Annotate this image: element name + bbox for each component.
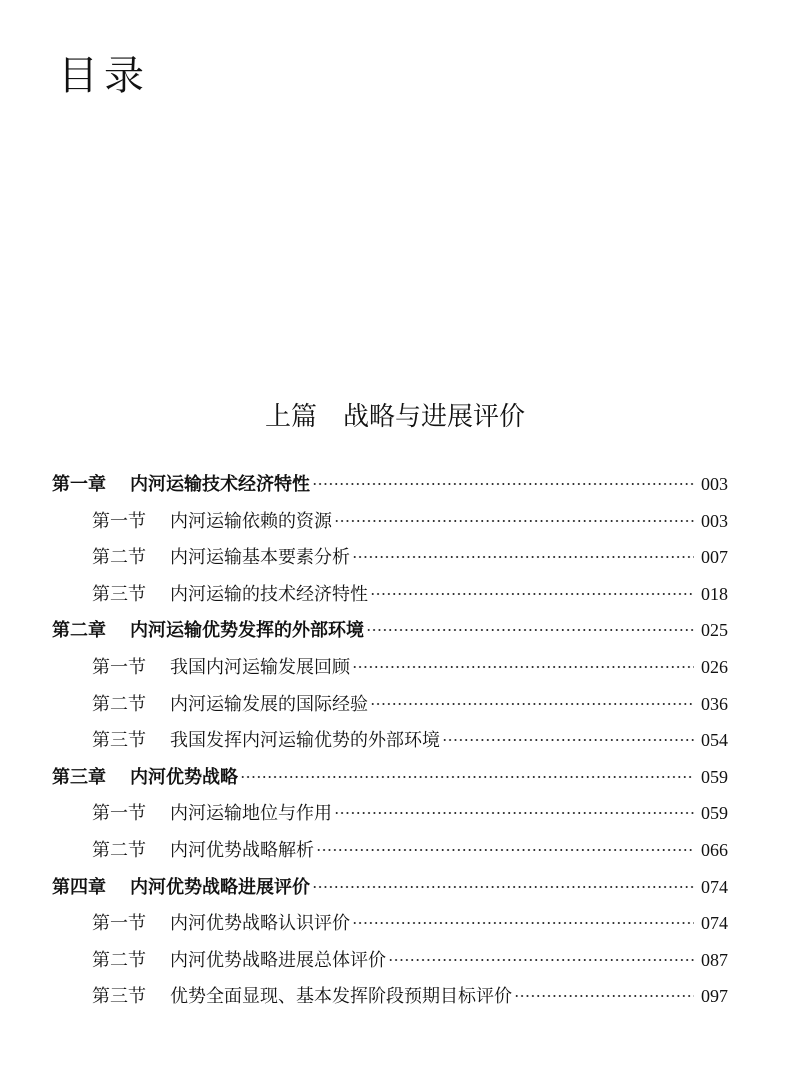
toc-entry-label: 第一节 — [92, 913, 146, 935]
toc-entry-label: 第二节 — [92, 547, 146, 569]
toc-section-row[interactable] — [52, 946, 728, 983]
toc-entry-label: 第一节 — [92, 510, 146, 532]
toc-dot-leader — [312, 885, 694, 889]
toc-entry-title: 优势全面显现、基本发挥阶段预期目标评价 — [170, 986, 512, 1008]
part-title: 上篇 战略与进展评价 — [264, 402, 525, 432]
toc-page-number: 066 — [701, 839, 728, 860]
toc-entry-title: 内河运输优势发挥的外部环境 — [130, 620, 364, 642]
toc-section-row[interactable] — [52, 690, 728, 727]
toc-page-number: 054 — [701, 730, 728, 751]
toc-section-row[interactable] — [52, 726, 728, 763]
toc-section-row[interactable] — [52, 543, 728, 580]
toc-chapter-row[interactable] — [52, 470, 728, 507]
toc-page-number: 003 — [701, 474, 728, 494]
toc-entry-title: 我国发挥内河运输优势的外部环境 — [170, 730, 440, 752]
toc-entry-label: 第二节 — [92, 949, 146, 971]
toc-dot-leader — [352, 921, 694, 925]
toc-entry-label: 第二节 — [92, 693, 146, 715]
toc-page-number: 026 — [701, 656, 728, 677]
toc-entry-title: 内河运输的技术经济特性 — [170, 583, 368, 605]
toc-section-row[interactable] — [52, 909, 728, 946]
toc-dot-leader — [240, 775, 694, 779]
toc-section-row[interactable] — [52, 653, 728, 690]
table-of-contents — [52, 470, 728, 1019]
toc-page-number: 074 — [701, 913, 728, 934]
toc-dot-leader — [388, 958, 694, 962]
toc-dot-leader — [334, 519, 694, 523]
toc-entry-label: 第二章 — [52, 620, 106, 642]
toc-entry-title: 内河运输地位与作用 — [170, 803, 332, 825]
toc-page-number: 036 — [701, 693, 728, 714]
toc-dot-leader — [514, 994, 694, 998]
toc-entry-title: 内河优势战略 — [130, 766, 238, 788]
toc-dot-leader — [316, 848, 694, 852]
toc-page-number: 059 — [701, 766, 728, 787]
toc-page-number: 025 — [701, 620, 728, 641]
toc-entry-label: 第三章 — [52, 766, 106, 788]
toc-entry-title: 我国内河运输发展回顾 — [170, 656, 350, 678]
toc-chapter-row[interactable] — [52, 763, 728, 800]
toc-section-row[interactable] — [52, 507, 728, 544]
toc-entry-title: 内河优势战略进展评价 — [130, 876, 310, 898]
toc-entry-title: 内河运输基本要素分析 — [170, 547, 350, 569]
toc-section-row[interactable] — [52, 836, 728, 873]
toc-page-number: 007 — [701, 547, 728, 568]
toc-dot-leader — [442, 738, 694, 742]
toc-entry-label: 第三节 — [92, 730, 146, 752]
toc-entry-title: 内河运输技术经济特性 — [130, 474, 310, 495]
toc-entry-label: 第二节 — [92, 839, 146, 861]
toc-page-number: 074 — [701, 876, 728, 897]
toc-dot-leader — [370, 702, 694, 706]
toc-entry-label: 第一节 — [92, 803, 146, 825]
toc-entry-label: 第四章 — [52, 876, 106, 898]
toc-section-row[interactable] — [52, 982, 728, 1019]
toc-entry-label: 第一节 — [92, 656, 146, 678]
toc-entry-title: 内河优势战略解析 — [170, 839, 314, 861]
toc-page-number: 018 — [701, 583, 728, 604]
toc-entry-label: 第三节 — [92, 583, 146, 605]
toc-section-row[interactable] — [52, 580, 728, 617]
toc-entry-label: 第三节 — [92, 986, 146, 1008]
toc-entry-title: 内河运输发展的国际经验 — [170, 693, 368, 715]
toc-entry-title: 内河优势战略进展总体评价 — [170, 949, 386, 971]
toc-entry-title: 内河优势战略认识评价 — [170, 913, 350, 935]
toc-dot-leader — [312, 482, 694, 486]
toc-entry-label: 第一章 — [52, 474, 106, 495]
toc-page-number: 003 — [701, 510, 728, 531]
toc-dot-leader — [352, 665, 694, 669]
toc-dot-leader — [366, 628, 694, 632]
toc-page-number: 097 — [701, 986, 728, 1007]
page-title: 目录 — [58, 53, 150, 99]
toc-dot-leader — [370, 592, 694, 596]
toc-chapter-row[interactable] — [52, 616, 728, 653]
toc-page-number: 087 — [701, 949, 728, 970]
toc-entry-title: 内河运输依赖的资源 — [170, 510, 332, 532]
toc-dot-leader — [334, 811, 694, 815]
toc-section-row[interactable] — [52, 799, 728, 836]
toc-page-number: 059 — [701, 803, 728, 824]
toc-dot-leader — [352, 555, 694, 559]
toc-chapter-row[interactable] — [52, 873, 728, 910]
